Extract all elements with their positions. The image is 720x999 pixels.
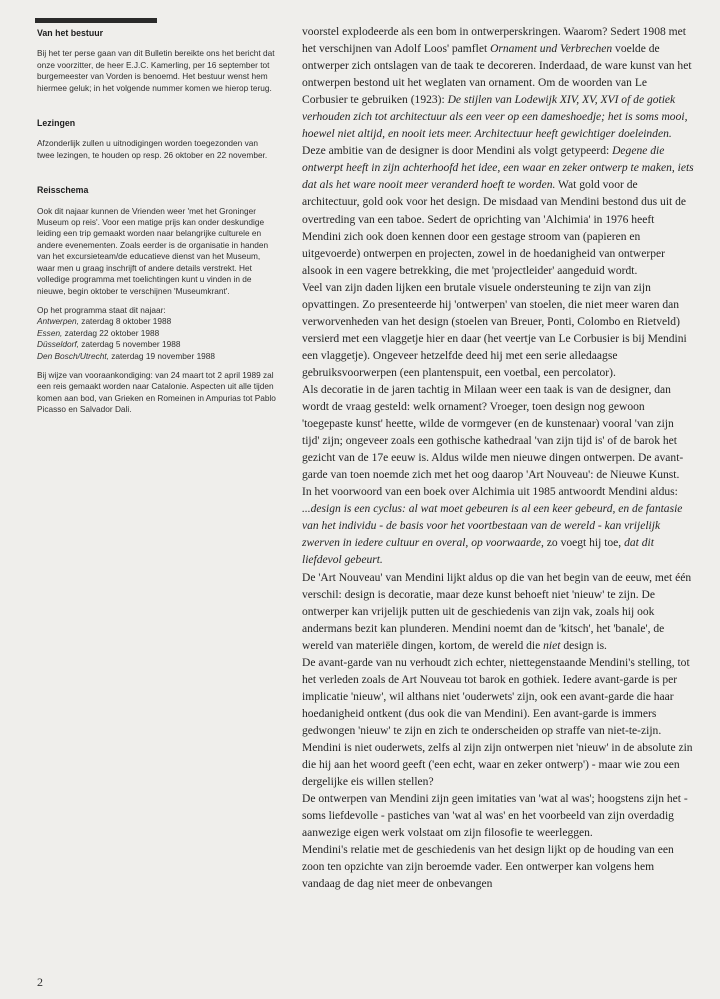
text-run: Deze ambitie van de designer is door Mendini als volgt getypeerd: xyxy=(302,145,613,158)
trip-item xyxy=(37,328,277,339)
italic-quote: ...design is een cyclus: al wat moet gebeuren is al een keer gebeurd, en de fantasie van het individu - de basis voor het voortbestaan van de wereld - kan vrijelijk zwerven in iedere cultuur en overal, op voorwaarde, xyxy=(302,503,683,550)
article-paragraph xyxy=(302,24,694,280)
article-paragraph: Mendini's relatie met de geschiedenis van het design lijkt op de houding van een zoon ten opzichte van zijn beroemde vader. Een ontwerper kan volgens hem vandaag de dag niet meer de onbevangen xyxy=(302,844,674,891)
article-paragraph xyxy=(302,570,694,655)
trip-place: Antwerpen, xyxy=(37,316,79,327)
section-heading: Reisschema xyxy=(37,185,89,196)
trip-place: Essen, xyxy=(37,327,63,338)
section-reisschema xyxy=(37,185,277,415)
header-rule xyxy=(35,18,157,23)
trip-item xyxy=(37,339,277,350)
trip-date: zaterdag 5 november 1988 xyxy=(78,339,181,350)
trip-item xyxy=(37,351,277,362)
article-paragraph: De avant-garde van nu verhoudt zich echter, niettegenstaande Mendini's stelling, tot het verleden zoals de Art Nouveau tot barok en gothiek. Iedere avant-garde is per implicatie 'nieuw', wil althans niet 'ouderwets' zijn, ook een avant-garde die haar hoedanigheid ontkent (dus ook die van Mendini). Een avant-garde is immers gedwongen 'nieuw' te zijn en zich te onderscheiden op straffe van niet-te-zijn. xyxy=(302,656,690,737)
article-paragraph: Veel van zijn daden lijken een brutale visuele ondersteuning te zijn van zijn opvattingen. Zo presenteerde hij 'ontwerpen' van stoelen, die niet meer waren dan verworvenheden van het design (stoelen van Breuer, Ponti, Colombo en Rietveld) versierd met een vlaggetje hier en daar (het veertje van Le Corbusier is bij Mendini een vlaggetje). Ongeveer hetzelfde deed hij met een serie alledaagse gebruiksvoorwerpen (een plantenspuit, een voetbal, een percolator). xyxy=(302,281,687,379)
text-run: In het voorwoord van een boek over Alchimia uit 1985 antwoordt Mendini aldus: xyxy=(302,486,678,499)
section-body: Ook dit najaar kunnen de Vrienden weer 'met het Groninger Museum op reis'. Voor een matige prijs kan onder deskundige leiding een trip gemaakt worden naar belangrijke culturele en andere evenementen. Zoals eerder is de organisatie in handen van het excursieteam/de educatieve dienst van het Museum, waar men u graag inschrijft of andere details verstrekt. Het volledige programma met toelichtingen kunt u vinden in de nieuwe, begin oktober te verschijnen 'Museumkrant'. xyxy=(37,205,269,296)
section-heading: Van het bestuur xyxy=(37,28,103,38)
trip-date: zaterdag 8 oktober 1988 xyxy=(78,316,172,327)
article-paragraph: De ontwerpen van Mendini zijn geen imitaties van 'wat al was'; hoogstens zijn het - soms liefdevolle - pastiches van 'wat al was' en het voorbeeld van zijn overdadig aanwezige eigen werk volstaat om zijn filosofie te weerleggen. xyxy=(302,793,688,840)
article-paragraph xyxy=(302,484,694,569)
italic-quote: De stijlen van Lodewijk XIV, XV, XVI of de gotiek verhouden zich tot architectuur als een veer op een dameshoedje; het is soms mooi, hoewel niet altijd, en nooit iets meer. Architectuur heeft gewichtiger doeleinden. xyxy=(302,94,688,141)
section-body: Afzonderlijk zullen u uitnodigingen worden toegezonden van twee lezingen, te houden op resp. 26 oktober en 22 november. xyxy=(37,138,268,160)
text-run: voorstel explodeerde als een bom in ontwerperskringen. Waarom? Sedert 1908 met het verschijnen van Adolf Loos' pamflet xyxy=(302,26,686,56)
left-column xyxy=(37,28,277,440)
italic-run: Ornament und Verbrechen xyxy=(490,43,613,56)
section-body: Bij wijze van vooraankondiging: van 24 maart tot 2 april 1989 zal een reis gemaakt worden naar Catalonie. Aspecten uit alle tijden komen aan bod, van Grieken en Romeinen in Ampurias tot Pablo Picasso en Salvador Dali. xyxy=(37,369,276,415)
trip-place: Düsseldorf, xyxy=(37,339,79,350)
section-heading: Lezingen xyxy=(37,118,76,129)
page-number: 2 xyxy=(37,975,43,989)
trip-list xyxy=(37,305,277,362)
article-column xyxy=(302,24,694,893)
trip-date: zaterdag 19 november 1988 xyxy=(108,350,216,361)
article-paragraph: Mendini is niet ouderwets, zelfs al zijn zijn ontwerpen niet 'nieuw' in de absolute zin die hij aan het woord geeft ('een echt, waar en zeker ontwerp') - maar wie zou een dergelijke eis willen stellen? xyxy=(302,741,693,789)
italic-quote: dat dit liefdevol gebeurt. xyxy=(302,537,654,567)
trip-place: Den Bosch/Utrecht, xyxy=(37,350,109,361)
section-lezingen xyxy=(37,118,277,161)
text-run: voelde de ontwerper zich ontslagen van de taak te decoreren. Inderdaad, de ware kunst van het ontwerpen bestond uit het weglaten van ornament. Om de woorden van Le Corbusier te gebruiken (1923): xyxy=(302,43,692,107)
text-run: De 'Art Nouveau' van Mendini lijkt aldus op die van het begin van de eeuw, met één verschil: design is decoratie, maar deze kunst behoeft niet 'nieuw' te zijn. De ontwerper kan vrijelijk putten uit de geschiedenis van zijn vak, zoals hij ook andermans bezit kan plunderen. Mendini noemt dan de 'kitsch', het 'banale', de wereld van materiële dingen, kortom, de wereld die xyxy=(302,571,692,652)
article-paragraph: Als decoratie in de jaren tachtig in Milaan weer een taak is van de designer, dan wordt de vraag gesteld: welk ornament? Vroeger, toen design nog gewoon 'toegepaste kunst' heette, wilde de vormgever (en de kunstenaar) vooral 'van zijn tijd' zijn; ongeveer zoals een gothische kathedraal 'van zijn tijd is' of de barok het gezicht van de 17e eeuw is. Aldus wilde men nieuwe dingen ontwerpen. De avant-garde van toen noemde zich met het oog daarop 'Art Nouveau': de Nieuwe Kunst. xyxy=(302,383,684,482)
section-van-het-bestuur xyxy=(37,28,277,94)
trip-item xyxy=(37,316,277,327)
text-run: zo voegt hij toe, xyxy=(543,537,625,550)
section-body: Bij het ter perse gaan van dit Bulletin bereikte ons het bericht dat onze voorzitter, de heer E.J.C. Kamerling, per 16 september tot burgemeester van Vorden is benoemd. Het bestuur wenst hem hiermee geluk; in het volgende nummer komen we hierop terug. xyxy=(37,48,275,93)
text-run: design is. xyxy=(560,639,607,652)
trip-intro: Op het programma staat dit najaar: xyxy=(37,304,166,315)
text-run: Wat gold voor de architectuur, gold ook voor het design. De misdaad van Mendini bestond dus uit de overtreding van een taboe. Sedert de oprichting van 'Alchimia' in 1976 heeft Mendini zich ook doen kennen door een gestage stroom van (papieren en uitgevoerde) ontwerpen en projecten, zowel in de hoedanigheid van ontwerper alsook in een vagere betrekking, die met 'projectleider' aangeduid wordt. xyxy=(302,179,687,277)
trip-date: zaterdag 22 oktober 1988 xyxy=(62,327,160,338)
italic-run: niet xyxy=(543,639,561,652)
italic-quote: Degene die ontwerpt heeft in zijn achterhoofd het idee, een waar en zeker ontwerp te maken, iets dat als het ware nooit meer veranderd hoeft te worden. xyxy=(302,145,694,192)
